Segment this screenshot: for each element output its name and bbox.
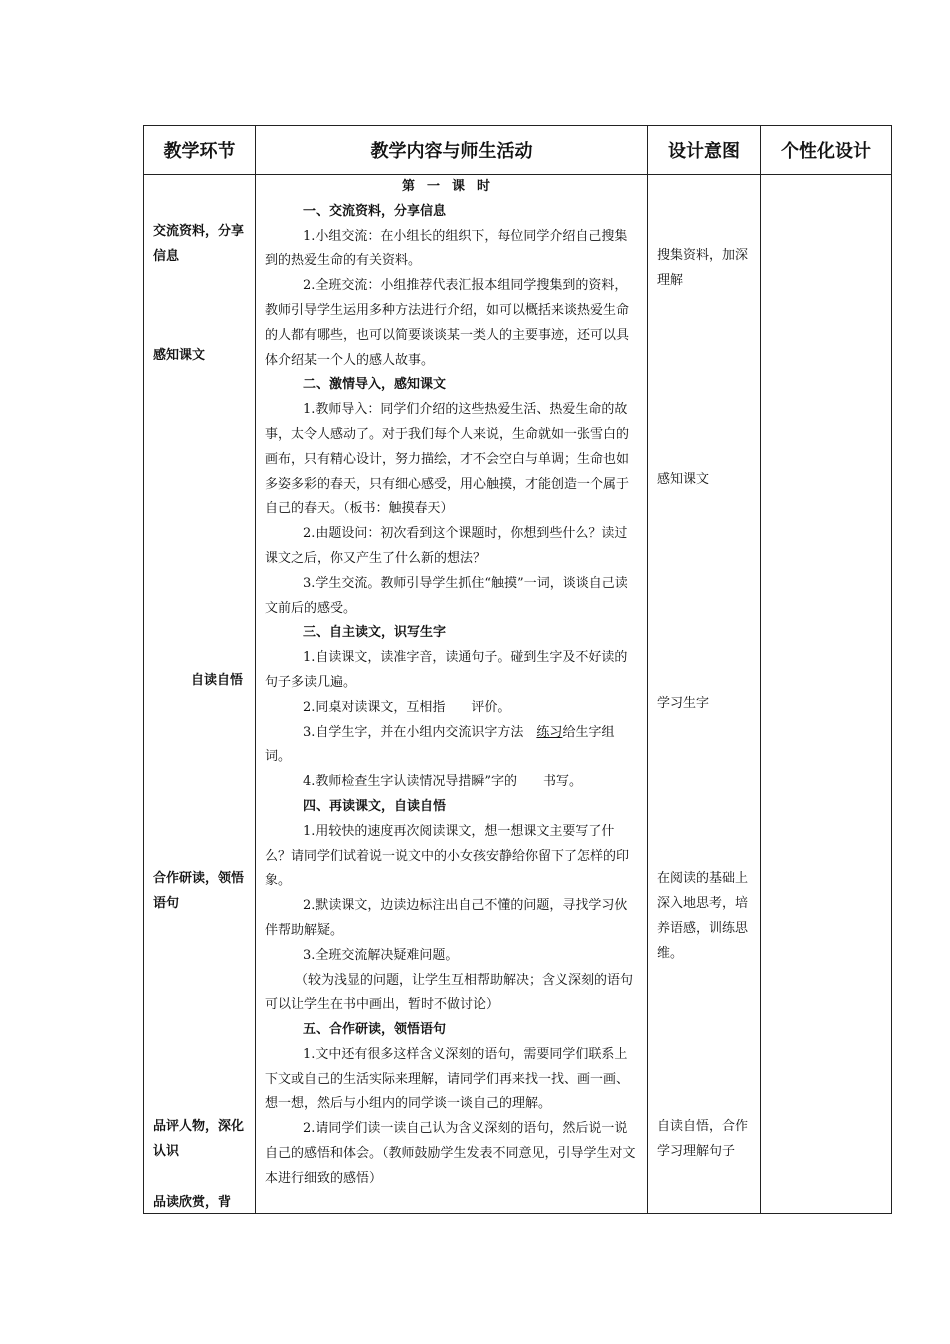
paragraph: 2.同桌对读课文，互相指 评价。 bbox=[303, 699, 511, 715]
section-heading: 二、激情导入，感知课文 bbox=[303, 377, 447, 393]
step-label: 品评人物，深化认识 bbox=[153, 1119, 245, 1159]
paragraph: 3.全班交流解决疑难问题。 bbox=[303, 947, 459, 963]
paragraph: 2.请同学们读一读自己认为含义深刻的语句，然后说一说自己的感悟和体会。（教师鼓励学生发表不同意见，引导学生对文本进行细致的感悟） bbox=[265, 1121, 636, 1186]
paragraph: 1.文中还有很多这样含义深刻的语句，需要同学们联系上下文或自己的生活实际来理解，请同学们再来找一找、画一画、想一想，然后与小组内的同学谈一谈自己的理解。 bbox=[265, 1046, 630, 1112]
paragraph: 1.教师导入：同学们介绍的这些热爱生活、热爱生命的故事，太令人感动了。对于我们每个人来说，生命就如一张雪白的画布，只有精心设计，努力描绘，才不会空白与单调；生命也如多姿多彩的春天，只有细心感受，用心触摸，才能创造一个属于自己的春天。（板书：触摸春天） bbox=[265, 402, 630, 517]
header-row bbox=[144, 126, 892, 175]
section-heading: 一、交流资料，分享信息 bbox=[303, 203, 447, 219]
paragraph: 2.默读课文，边读边标注出自己不懂的问题，寻找学习伙伴帮助解疑。 bbox=[265, 898, 628, 938]
step-label: 自读自悟 bbox=[191, 673, 244, 688]
intent-text: 自读自悟，合作学习理解句子 bbox=[657, 1119, 749, 1159]
paragraph: 1.用较快的速度再次阅读课文，想一想课文主要写了什么？请同学们试着说一说文中的小女孩安静给你留下了怎样的印象。 bbox=[265, 823, 630, 889]
intent-text: 学习生字 bbox=[657, 696, 710, 711]
section-heading: 四、再读课文，自读自悟 bbox=[303, 798, 447, 814]
paragraph: 1.自读课文，读准字音，读通句子。碰到生字及不好读的句子多读几遍。 bbox=[265, 650, 628, 690]
paragraph: 1.小组交流：在小组长的组织下，每位同学介绍自己搜集到的热爱生命的有关资料。 bbox=[265, 228, 628, 269]
personal-column bbox=[761, 175, 892, 1214]
header-intent: 设计意图 bbox=[648, 126, 761, 175]
paragraph: 2.由题设问：初次看到这个课题时，你想到些什么？读过课文之后，你又产生了什么新的想法？ bbox=[265, 526, 628, 566]
paragraph: 2.全班交流：小组推荐代表汇报本组同学搜集到的资料，教师引导学生运用多种方法进行介绍，如可以概括来谈热爱生命的人都有哪些，也可以简要谈谈某一类人的主要事迹，还可以具体介绍某一个人的感人故事。 bbox=[265, 278, 630, 368]
text-run: 3.自学生字，并在小组内交流识字方法 bbox=[303, 724, 524, 740]
paragraph bbox=[265, 721, 639, 771]
lesson-plan-table bbox=[143, 125, 892, 1214]
lesson-content bbox=[256, 175, 647, 1192]
body-row bbox=[144, 175, 892, 1214]
underlined-text: 练习 bbox=[536, 724, 563, 740]
step-label: 合作研读，领悟语句 bbox=[153, 871, 245, 911]
step-column bbox=[144, 175, 256, 1214]
text-run: 给生字组词。 bbox=[265, 724, 615, 765]
header-content: 教学内容与师生活动 bbox=[256, 126, 648, 175]
paragraph: 3.学生交流。教师引导学生抓住“触摸”一词，谈谈自己读文前后的感受。 bbox=[265, 575, 628, 616]
step-label: 品读欣赏，背 bbox=[153, 1195, 232, 1210]
step-label: 交流资料，分享信息 bbox=[153, 224, 245, 264]
paragraph: （较为浅显的问题，让学生互相帮助解决；含义深刻的语句可以让学生在书中画出，暂时不做讨论） bbox=[265, 972, 634, 1013]
lesson-title: 第一课时 bbox=[401, 179, 502, 194]
section-heading: 五、合作研读，领悟语句 bbox=[303, 1022, 447, 1038]
intent-text: 搜集资料，加深理解 bbox=[657, 248, 749, 288]
header-personal: 个性化设计 bbox=[761, 126, 892, 175]
content-column bbox=[256, 175, 648, 1214]
section-heading: 三、自主读文，识写生字 bbox=[303, 625, 447, 641]
header-step: 教学环节 bbox=[144, 126, 256, 175]
intent-text: 在阅读的基础上深入地思考，培养语感，训练思维。 bbox=[657, 871, 749, 961]
intent-column bbox=[648, 175, 761, 1214]
step-label: 感知课文 bbox=[153, 348, 206, 363]
intent-text: 感知课文 bbox=[657, 472, 710, 487]
paragraph: 4.教师检查生字认读情况导措瞬”字的 书写。 bbox=[303, 774, 583, 790]
